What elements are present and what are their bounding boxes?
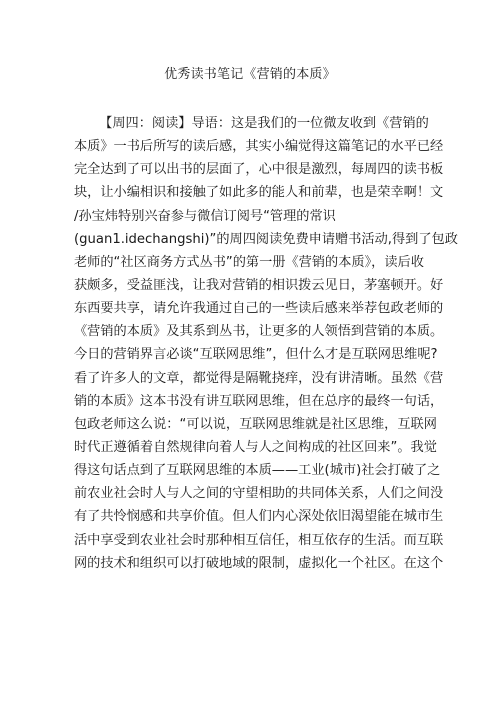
- body-line: (guan1.idechangshi)”的周四阅读免费申请赠书活动,得到了包政: [74, 231, 458, 247]
- body-line: /孙宝炜特别兴奋参与微信订阅号“管理的常识: [74, 208, 336, 224]
- body-line: 《营销的本质》及其系到丛书，让更多的人领悟到营销的本质。: [74, 324, 444, 340]
- body-line: 完全达到了可以出书的层面了，心中很是激烈，每周四的读书板: [74, 162, 444, 178]
- body-line: 前农业社会时人与人之间的守望相助的共同体关系，人们之间没: [74, 486, 444, 502]
- body-line: 网的技术和组织可以打破地域的限制，虚拟化一个社区。在这个: [74, 555, 444, 571]
- body-line: 块，让小编相识和接触了如此多的能人和前辈，也是荣幸啊！文: [74, 185, 444, 201]
- body-line: 时代正遵循着自然规律向着人与人之间构成的社区回来”。我觉: [74, 439, 437, 455]
- body-line: 东西要共享，请允许我通过自己的一些读后感来举荐包政老师的: [74, 301, 444, 317]
- body-line: 包政老师这么说：“可以说，互联网思维就是社区思维，互联网: [74, 416, 437, 432]
- body-line: 活中享受到农业社会时那种相互信任，相互依存的生活。而互联: [74, 532, 444, 548]
- body-line: 【周四：阅读】导语：这是我们的一位微友收到《营销的: [74, 116, 429, 131]
- body-line: 得这句话点到了互联网思维的本质——工业(城市)社会打破了之: [74, 463, 441, 479]
- document-body: [74, 112, 458, 575]
- document-title: 优秀读书笔记《营销的本质》: [164, 67, 336, 82]
- body-line: 获颇多，受益匪浅，让我对营销的相识拨云见日，茅塞顿开。好: [74, 277, 444, 293]
- body-line: 有了共怜悯感和共享价值。但人们内心深处依旧渴望能在城市生: [74, 509, 444, 525]
- body-line: 老师的“社区商务方式丛书”的第一册《营销的本质》，读后收: [74, 254, 424, 270]
- body-line: 本质》一书后所写的读后感，其实小编觉得这篇笔记的水平已经: [74, 139, 444, 155]
- body-line: 销的本质》这本书没有讲互联网思维，但在总序的最终一句话，: [74, 393, 444, 409]
- body-line: 今日的营销界言必谈“互联网思维”，但什么才是互联网思维呢?: [74, 347, 438, 363]
- body-line: 看了许多人的文章，都觉得是隔靴挠痒，没有讲清晰。虽然《营: [74, 370, 444, 386]
